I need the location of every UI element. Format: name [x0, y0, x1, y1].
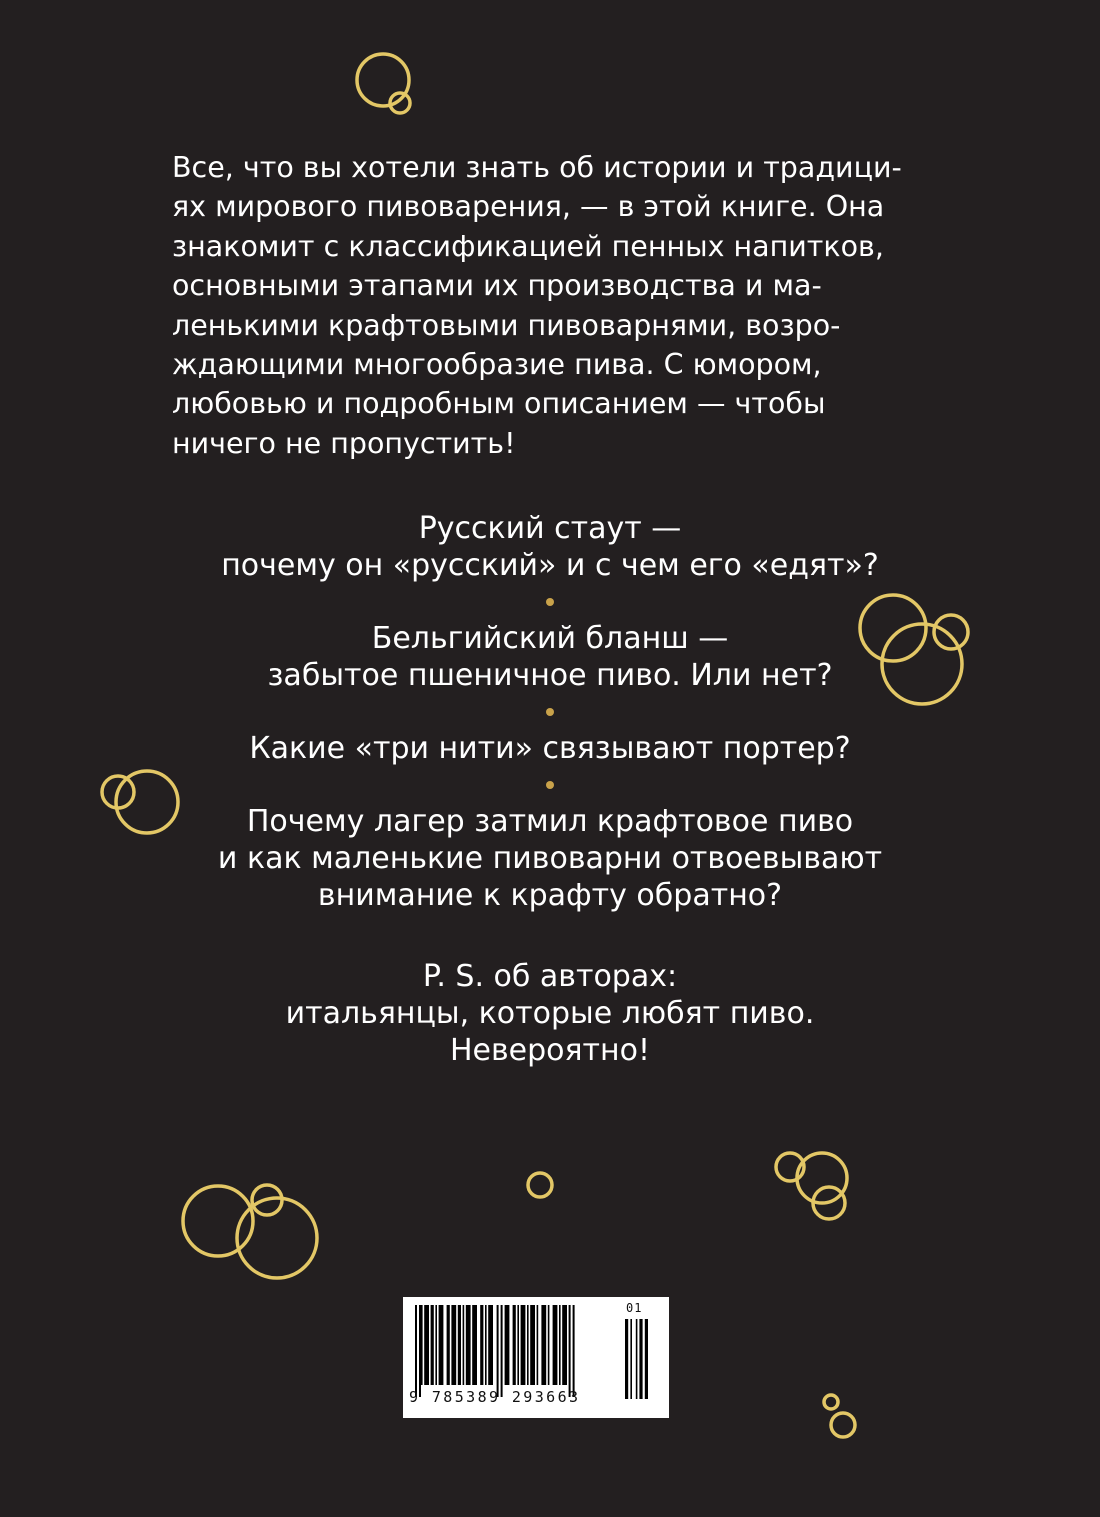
description-line: ничего не пропустить!	[172, 426, 516, 460]
barcode-bar	[447, 1305, 450, 1385]
barcode-bar	[521, 1305, 526, 1385]
barcode-bar	[466, 1305, 471, 1385]
bubble-icon	[831, 1413, 855, 1437]
barcode-bar	[472, 1305, 477, 1385]
divider-dot	[546, 598, 554, 606]
barcode-bar	[559, 1305, 561, 1385]
barcode-addon-bar	[645, 1319, 648, 1399]
barcode-bar	[488, 1305, 493, 1385]
bubble-icon	[116, 771, 178, 833]
barcode-addon-bar	[630, 1319, 632, 1399]
authors-note	[200, 958, 900, 1069]
divider-dot	[546, 781, 554, 789]
bubble-icon	[813, 1187, 845, 1219]
isbn-barcode	[403, 1297, 669, 1418]
barcode-bar	[435, 1305, 437, 1385]
barcode-bar	[451, 1305, 456, 1385]
barcode-bar	[537, 1305, 539, 1385]
authors-note-line: итальянцы, которые любят пиво.	[285, 996, 815, 1031]
authors-note-line: Невероятно!	[449, 1033, 651, 1068]
barcode-bar	[439, 1305, 444, 1385]
divider-dot	[546, 708, 554, 716]
question-line: Русский стаут —	[418, 511, 682, 546]
barcode-bar	[431, 1305, 434, 1385]
barcode-bar	[562, 1305, 567, 1385]
description-line: знакомит с классификацией пенных напитков,	[172, 229, 884, 263]
question-line: почему он «русский» и с чем его «едят»?	[221, 548, 879, 583]
barcode-guard-bar	[573, 1305, 575, 1397]
barcode-bar	[424, 1305, 429, 1385]
bubble-icon	[183, 1186, 253, 1256]
barcode-bar	[505, 1305, 510, 1385]
barcode-bar	[463, 1305, 465, 1385]
question-line: Бельгийский бланш —	[371, 621, 729, 656]
description-line: ях мирового пивоварения, — в этой книге. Она	[172, 190, 885, 224]
description-line: основными этапами их производства и ма-	[172, 269, 822, 303]
question-line: внимание к крафту обратно?	[317, 878, 783, 913]
bubble-icon	[528, 1173, 552, 1197]
question-item	[200, 510, 900, 584]
barcode-digits: 9 785389 293663	[409, 1388, 581, 1406]
question-line: Какие «три нити» связывают портер?	[249, 731, 851, 766]
question-line: и как маленькие пивоварни отвоевывают	[217, 841, 883, 876]
barcode-bar	[458, 1305, 461, 1385]
questions-block	[200, 510, 900, 1069]
barcode-guard-bar	[415, 1305, 417, 1397]
bubble-icon	[776, 1153, 804, 1181]
barcode-bar	[480, 1305, 483, 1385]
barcode-guard-bar	[497, 1305, 499, 1397]
description-line: Все, что вы хотели знать об истории и традици-	[172, 151, 902, 184]
barcode-bar	[485, 1305, 487, 1385]
barcode-bar	[548, 1305, 550, 1385]
barcode-bar	[421, 1305, 423, 1385]
question-item	[200, 620, 900, 694]
question-line: Почему лагер затмил крафтовое пиво	[246, 804, 854, 839]
description-line: ленькими крафтовыми пивоварнями, возро-	[172, 308, 841, 342]
barcode-guard-bar	[569, 1305, 571, 1397]
description-line: любовью и подробным описанием — чтобы	[172, 387, 826, 421]
bubble-icon	[934, 615, 968, 649]
description-line: ждающими многообразие пива. С юмором,	[172, 348, 822, 382]
barcode-bar	[553, 1305, 558, 1385]
barcode-bar	[530, 1305, 535, 1385]
barcode-addon-bar	[639, 1319, 642, 1399]
question-item	[200, 730, 900, 767]
barcode-addon-digits: 01	[626, 1301, 643, 1315]
barcode-addon-bar	[625, 1319, 628, 1399]
question-item	[200, 803, 900, 914]
barcode-guard-bar	[501, 1305, 503, 1397]
barcode-guard-bar	[419, 1305, 421, 1397]
question-line: забытое пшеничное пиво. Или нет?	[267, 658, 833, 693]
barcode-addon-bar	[636, 1319, 638, 1399]
bubble-icon	[252, 1185, 282, 1215]
bubble-icon	[237, 1198, 317, 1278]
barcode-bar	[541, 1305, 546, 1385]
barcode-bar	[513, 1305, 516, 1385]
authors-note-line: P. S. об авторах:	[422, 959, 678, 994]
barcode-bar	[527, 1305, 529, 1385]
barcode-bar	[517, 1305, 519, 1385]
bubble-icon	[390, 93, 410, 113]
bubble-icon	[357, 54, 409, 106]
bubble-icon	[797, 1153, 847, 1203]
bubble-icon	[824, 1395, 838, 1409]
book-description	[172, 148, 902, 463]
bubble-icon	[102, 776, 134, 808]
